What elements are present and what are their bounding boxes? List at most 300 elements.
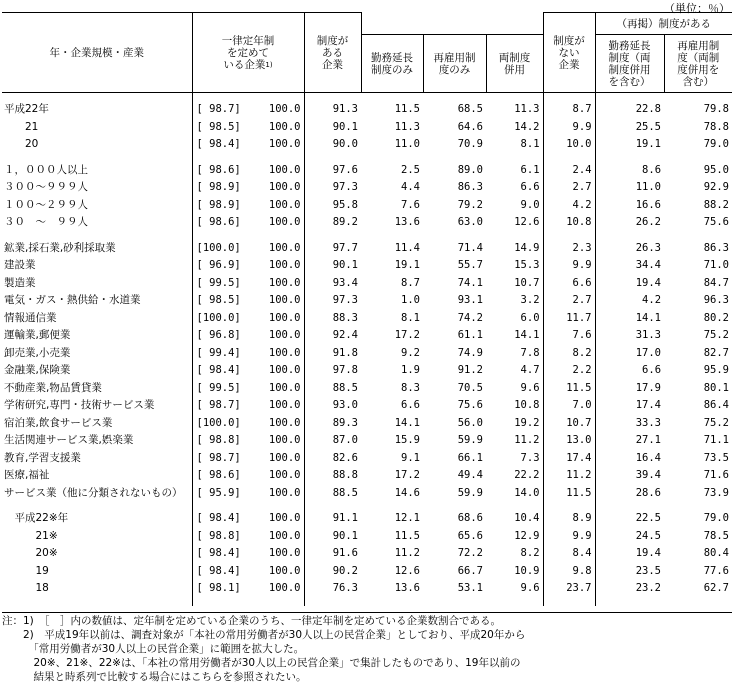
table-row [2,528,732,546]
row-label: 教育,学習支援業 [4,451,81,464]
cell-r-re: 86.4 [703,399,730,411]
table-row [2,257,732,275]
cell-r-re: 80.1 [703,381,730,394]
cell-ext: 1.9 [401,364,420,376]
cell-r-ext: 39.4 [595,467,664,485]
table-row [2,563,732,581]
cell-r-re: 95.0 [703,163,730,176]
row-label: 情報通信業 [4,311,57,324]
table-row [2,510,732,528]
cell-r-ext: 22.8 [595,101,664,119]
cell-re: 53.1 [457,582,483,594]
cell-ext: 4.4 [401,181,420,193]
header-line: 両制度 [498,51,531,64]
cell-uniform: 100.0 [268,181,301,193]
cell-both: 19.2 [514,416,540,429]
table-row [2,162,732,180]
cell-ext: 1.0 [401,294,420,306]
cell-none: 11.5 [543,485,595,503]
cell-ext: 11.0 [394,138,420,150]
table-row [2,580,732,598]
row-label: 19 [4,564,49,577]
cell-r-ext: 11.0 [595,179,664,197]
cell-r-re: 71.6 [703,469,730,481]
cell-r-ext: 17.0 [595,345,664,363]
cell-has: 91.6 [304,545,361,563]
table-row [2,240,732,258]
cell-ext: 11.2 [394,547,420,559]
cell-re: 59.9 [457,486,483,499]
table-row [2,485,732,503]
header-repost-reemployment [664,35,732,93]
data-table [2,12,732,606]
cell-re: 66.7 [457,564,483,577]
table-row [2,310,732,328]
header-line: 度併用を [677,63,720,76]
row-label: ３００～９９９人 [4,181,88,193]
cell-re: 68.6 [457,512,483,524]
cell-uniform: 100.0 [268,564,301,577]
cell-bracket: [ 98.9] [192,197,249,215]
cell-uniform: 100.0 [268,329,301,341]
cell-bracket: [100.0] [192,240,249,258]
row-label: 学術研究,専門・技術サービス業 [4,399,155,411]
cell-r-ext: 14.1 [595,310,664,328]
cell-both: 15.3 [514,259,540,271]
cell-re: 68.5 [457,103,483,115]
cell-r-ext: 22.5 [595,510,664,528]
cell-has: 91.1 [304,510,361,528]
cell-both: 9.6 [520,582,540,594]
cell-bracket: [ 98.6] [192,162,249,180]
cell-re: 74.9 [457,346,483,359]
row-label: 電気・ガス・熱供給・水道業 [4,294,141,306]
cell-ext: 6.6 [401,399,420,411]
cell-r-re: 92.9 [703,181,730,193]
cell-uniform: 100.0 [268,434,301,446]
cell-has: 95.8 [304,197,361,215]
cell-r-ext: 25.5 [595,119,664,137]
cell-ext: 12.1 [394,512,420,524]
cell-has: 97.3 [304,179,361,197]
group-spacer [2,502,732,510]
cell-none: 10.0 [543,136,595,154]
cell-r-ext: 26.3 [595,240,664,258]
cell-none: 8.4 [543,545,595,563]
cell-r-ext: 23.5 [595,563,664,581]
cell-bracket: [ 98.4] [192,563,249,581]
table-row [2,415,732,433]
cell-uniform: 100.0 [268,512,301,524]
cell-has: 76.3 [304,580,361,598]
cell-has: 90.0 [304,136,361,154]
row-label: 平成22※年 [4,512,69,524]
cell-ext: 14.1 [394,416,420,429]
cell-has: 88.5 [304,485,361,503]
cell-bracket: [ 98.6] [192,214,249,232]
header-line: 勤務延長 [371,51,413,64]
table-header [2,13,732,93]
cell-none: 10.8 [543,214,595,232]
cell-has: 90.1 [304,257,361,275]
cell-ext: 11.4 [394,241,420,254]
cell-r-re: 73.9 [703,486,730,499]
cell-uniform: 100.0 [268,486,301,499]
header-has-sub-spacer [361,13,543,35]
cell-has: 92.4 [304,327,361,345]
header-line: 企業 [558,58,580,71]
cell-both: 9.0 [520,198,540,211]
cell-uniform: 100.0 [268,138,301,150]
cell-re: 70.9 [457,138,483,150]
cell-both: 6.0 [520,311,540,324]
cell-none: 2.4 [543,162,595,180]
cell-ext: 2.5 [401,163,420,176]
cell-has: 97.6 [304,162,361,180]
cell-uniform: 100.0 [268,381,301,394]
cell-re: 91.2 [457,364,483,376]
header-repost: （再掲）制度がある [595,13,732,35]
cell-re: 74.2 [457,311,483,324]
header-line: ない [558,46,580,59]
cell-r-ext: 28.6 [595,485,664,503]
row-label: 運輸業,郵便業 [4,329,71,341]
header-line: 企業 [322,58,343,71]
cell-bracket: [ 98.5] [192,292,249,310]
header-no-system [543,13,595,93]
cell-none: 6.6 [543,275,595,293]
cell-ext: 8.7 [401,276,420,289]
cell-r-ext: 17.9 [595,380,664,398]
cell-both: 22.2 [514,469,540,481]
cell-none: 7.6 [543,327,595,345]
cell-none: 8.7 [543,101,595,119]
cell-re: 86.3 [457,181,483,193]
header-has-system [304,13,361,93]
cell-re: 55.7 [457,259,483,271]
cell-both: 4.7 [520,364,540,376]
table-row [2,345,732,363]
cell-bracket: [ 96.8] [192,327,249,345]
cell-r-re: 77.6 [703,564,730,577]
cell-uniform: 100.0 [268,451,301,464]
table-row [2,380,732,398]
cell-both: 14.9 [514,241,540,254]
header-line: 再雇用制 [433,51,476,64]
cell-r-ext: 17.4 [595,397,664,415]
header-line: いる企業$^{1)}$ [223,58,273,71]
cell-has: 87.0 [304,432,361,450]
footnote-line: 「常用労働者が30人以上の民営企業」に範囲を拡大した。 [2,643,305,655]
header-line: ある [322,46,343,59]
header-line: 制度（両 [608,51,651,64]
cell-r-re: 79.0 [703,512,730,524]
cell-uniform: 100.0 [268,163,301,176]
cell-bracket: [ 98.4] [192,362,249,380]
cell-r-re: 62.7 [703,582,730,594]
cell-both: 14.0 [514,486,540,499]
table-row [2,136,732,154]
table-row [2,467,732,485]
table-row [2,362,732,380]
cell-re: 89.0 [457,163,483,176]
cell-bracket: [ 98.6] [192,467,249,485]
cell-has: 97.7 [304,240,361,258]
header-line: 併用 [504,63,525,76]
cell-uniform: 100.0 [268,311,301,324]
cell-re: 75.6 [457,399,483,411]
cell-ext: 17.2 [394,469,420,481]
table-row [2,119,732,137]
cell-both: 12.9 [514,529,540,542]
cell-none: 2.2 [543,362,595,380]
cell-has: 90.1 [304,119,361,137]
cell-both: 9.6 [520,381,540,394]
cell-bracket: [ 99.5] [192,380,249,398]
cell-none: 2.7 [543,292,595,310]
cell-re: 65.6 [457,529,483,542]
cell-uniform: 100.0 [268,582,301,594]
cell-has: 97.8 [304,362,361,380]
cell-none: 10.7 [543,415,595,433]
row-label: 不動産業,物品賃貸業 [4,381,102,394]
cell-bracket: [ 98.4] [192,136,249,154]
footnotes [2,612,732,684]
cell-re: 59.9 [457,434,483,446]
row-label: 鉱業,採石業,砂利採取業 [4,241,116,254]
cell-has: 93.0 [304,397,361,415]
row-label: １００～２９９人 [4,198,88,211]
cell-r-re: 75.2 [703,416,730,429]
header-line: 一律定年制 [221,34,275,47]
cell-none: 13.0 [543,432,595,450]
cell-uniform: 100.0 [268,294,301,306]
cell-r-re: 78.8 [703,120,730,133]
cell-uniform: 100.0 [268,364,301,376]
cell-bracket: [ 98.1] [192,580,249,598]
cell-ext: 14.6 [394,486,420,499]
cell-both: 6.6 [520,181,540,193]
cell-ext: 11.5 [394,529,420,542]
row-label: 製造業 [4,276,36,289]
cell-both: 6.1 [520,163,540,176]
cell-r-ext: 34.4 [595,257,664,275]
header-line: 制度が [553,34,585,47]
header-extension-only [361,35,423,93]
cell-bracket: [ 98.4] [192,510,249,528]
cell-none: 8.9 [543,510,595,528]
row-label: １，０００人以上 [4,163,88,176]
row-label: 20※ [4,547,58,559]
table-row [2,397,732,415]
cell-has: 91.3 [304,101,361,119]
cell-re: 71.4 [457,241,483,254]
cell-both: 14.2 [514,120,540,133]
cell-bracket: [ 98.8] [192,528,249,546]
cell-both: 14.1 [514,329,540,341]
cell-re: 74.1 [457,276,483,289]
cell-both: 12.6 [514,216,540,228]
cell-none: 4.2 [543,197,595,215]
footnote-line: 2) 平成19年以前は、調査対象が「本社の常用労働者が30人以上の民営企業」としており、平成20年から [2,629,526,641]
cell-ext: 12.6 [394,564,420,577]
cell-r-ext: 19.4 [595,545,664,563]
unit-label: （単位：％） [664,2,730,15]
cell-r-ext: 26.2 [595,214,664,232]
cell-ext: 11.3 [394,120,420,133]
cell-uniform: 100.0 [268,416,301,429]
cell-re: 93.1 [457,294,483,306]
row-label: ３０ ～ ９９人 [4,216,88,228]
row-label: 卸売業,小売業 [4,346,71,359]
cell-r-re: 79.0 [703,138,730,150]
table-row [2,214,732,232]
group-spacer [2,232,732,240]
cell-has: 97.3 [304,292,361,310]
cell-uniform: 100.0 [268,120,301,133]
cell-bracket: [100.0] [192,415,249,433]
row-label: 金融業,保険業 [4,364,71,376]
footnote-line: 注：1) ［ ］内の数値は、定年制を定めている企業のうち、一律定年制を定めている企業数割合である。 [2,615,502,627]
header-both [486,35,543,93]
cell-bracket: [ 99.4] [192,345,249,363]
cell-r-re: 75.6 [703,216,730,228]
cell-bracket: [ 98.8] [192,432,249,450]
cell-uniform: 100.0 [268,469,301,481]
header-line: 度のみ [438,63,471,76]
cell-r-re: 84.7 [703,276,730,289]
cell-has: 91.8 [304,345,361,363]
header-line: 制度が [316,34,349,47]
cell-r-re: 73.5 [703,451,730,464]
row-label: 建設業 [4,259,36,271]
cell-r-re: 71.1 [703,434,730,446]
cell-both: 11.3 [514,103,540,115]
row-label: 20 [4,138,39,150]
cell-both: 10.7 [514,276,540,289]
cell-bracket: [ 98.4] [192,545,249,563]
header-line: を含む） [608,75,651,88]
cell-ext: 7.6 [401,198,420,211]
cell-both: 7.8 [520,346,540,359]
cell-has: 90.1 [304,528,361,546]
cell-re: 70.5 [457,381,483,394]
cell-ext: 13.6 [394,582,420,594]
table-row [2,545,732,563]
cell-bracket: [ 96.9] [192,257,249,275]
cell-ext: 15.9 [394,434,420,446]
cell-r-re: 95.9 [703,364,730,376]
table-row [2,432,732,450]
cell-none: 2.3 [543,240,595,258]
cell-uniform: 100.0 [268,259,301,271]
cell-has: 82.6 [304,450,361,468]
row-label: 18 [4,582,49,594]
row-label: 生活関連サービス業,娯楽業 [4,434,134,446]
cell-has: 93.4 [304,275,361,293]
cell-bracket: [ 98.7] [192,450,249,468]
cell-bracket: [ 99.5] [192,275,249,293]
cell-r-re: 71.0 [703,259,730,271]
cell-none: 11.7 [543,310,595,328]
cell-none: 9.9 [543,257,595,275]
cell-none: 9.9 [543,119,595,137]
header-reemployment-only [423,35,486,93]
cell-r-ext: 8.6 [595,162,664,180]
row-label: サービス業（他に分類されないもの） [4,486,183,499]
cell-r-ext: 27.1 [595,432,664,450]
cell-none: 8.2 [543,345,595,363]
cell-has: 89.3 [304,415,361,433]
header-line: 再雇用制 [677,39,720,52]
cell-re: 79.2 [457,198,483,211]
cell-bracket: [ 98.7] [192,101,249,119]
cell-bracket: [100.0] [192,310,249,328]
cell-ext: 9.2 [401,346,420,359]
cell-r-ext: 23.2 [595,580,664,598]
cell-ext: 11.5 [394,103,420,115]
table-row [2,179,732,197]
cell-has: 89.2 [304,214,361,232]
cell-ext: 13.6 [394,216,420,228]
table-row [2,450,732,468]
header-line: 勤務延長 [608,39,651,52]
cell-r-re: 79.8 [703,103,730,115]
header-category: 年・企業規模・産業 [2,13,192,93]
cell-none: 17.4 [543,450,595,468]
cell-r-ext: 19.4 [595,275,664,293]
cell-r-re: 82.7 [703,346,730,359]
cell-none: 23.7 [543,580,595,598]
header-line: を定めて [227,46,269,59]
cell-r-re: 96.3 [703,294,730,306]
cell-none: 7.0 [543,397,595,415]
header-line: 度（両制 [677,51,720,64]
cell-r-re: 80.4 [703,547,730,559]
cell-r-ext: 16.4 [595,450,664,468]
cell-r-re: 88.2 [703,198,730,211]
cell-both: 10.9 [514,564,540,577]
cell-ext: 9.1 [401,451,420,464]
cell-both: 3.2 [520,294,540,306]
cell-re: 63.0 [457,216,483,228]
cell-r-ext: 16.6 [595,197,664,215]
cell-r-re: 78.5 [703,529,730,542]
table-row [2,275,732,293]
cell-re: 49.4 [457,469,483,481]
cell-uniform: 100.0 [268,346,301,359]
row-label: 21※ [4,529,58,542]
table-row [2,292,732,310]
cell-bracket: [ 98.9] [192,179,249,197]
cell-both: 11.2 [514,434,540,446]
cell-both: 8.1 [520,138,540,150]
cell-re: 72.2 [457,547,483,559]
cell-none: 9.8 [543,563,595,581]
cell-re: 56.0 [457,416,483,429]
header-line: 制度のみ [371,63,413,76]
cell-both: 7.3 [520,451,540,464]
group-spacer [2,154,732,162]
cell-r-ext: 6.6 [595,362,664,380]
cell-re: 61.1 [457,329,483,341]
header-footnote-ref: 1) [265,60,273,69]
table-row [2,197,732,215]
cell-has: 88.5 [304,380,361,398]
footnote-line: 結果と時系列で比較する場合にはこちらを参照されたい。 [2,671,307,683]
table-row [2,327,732,345]
cell-has: 88.3 [304,310,361,328]
